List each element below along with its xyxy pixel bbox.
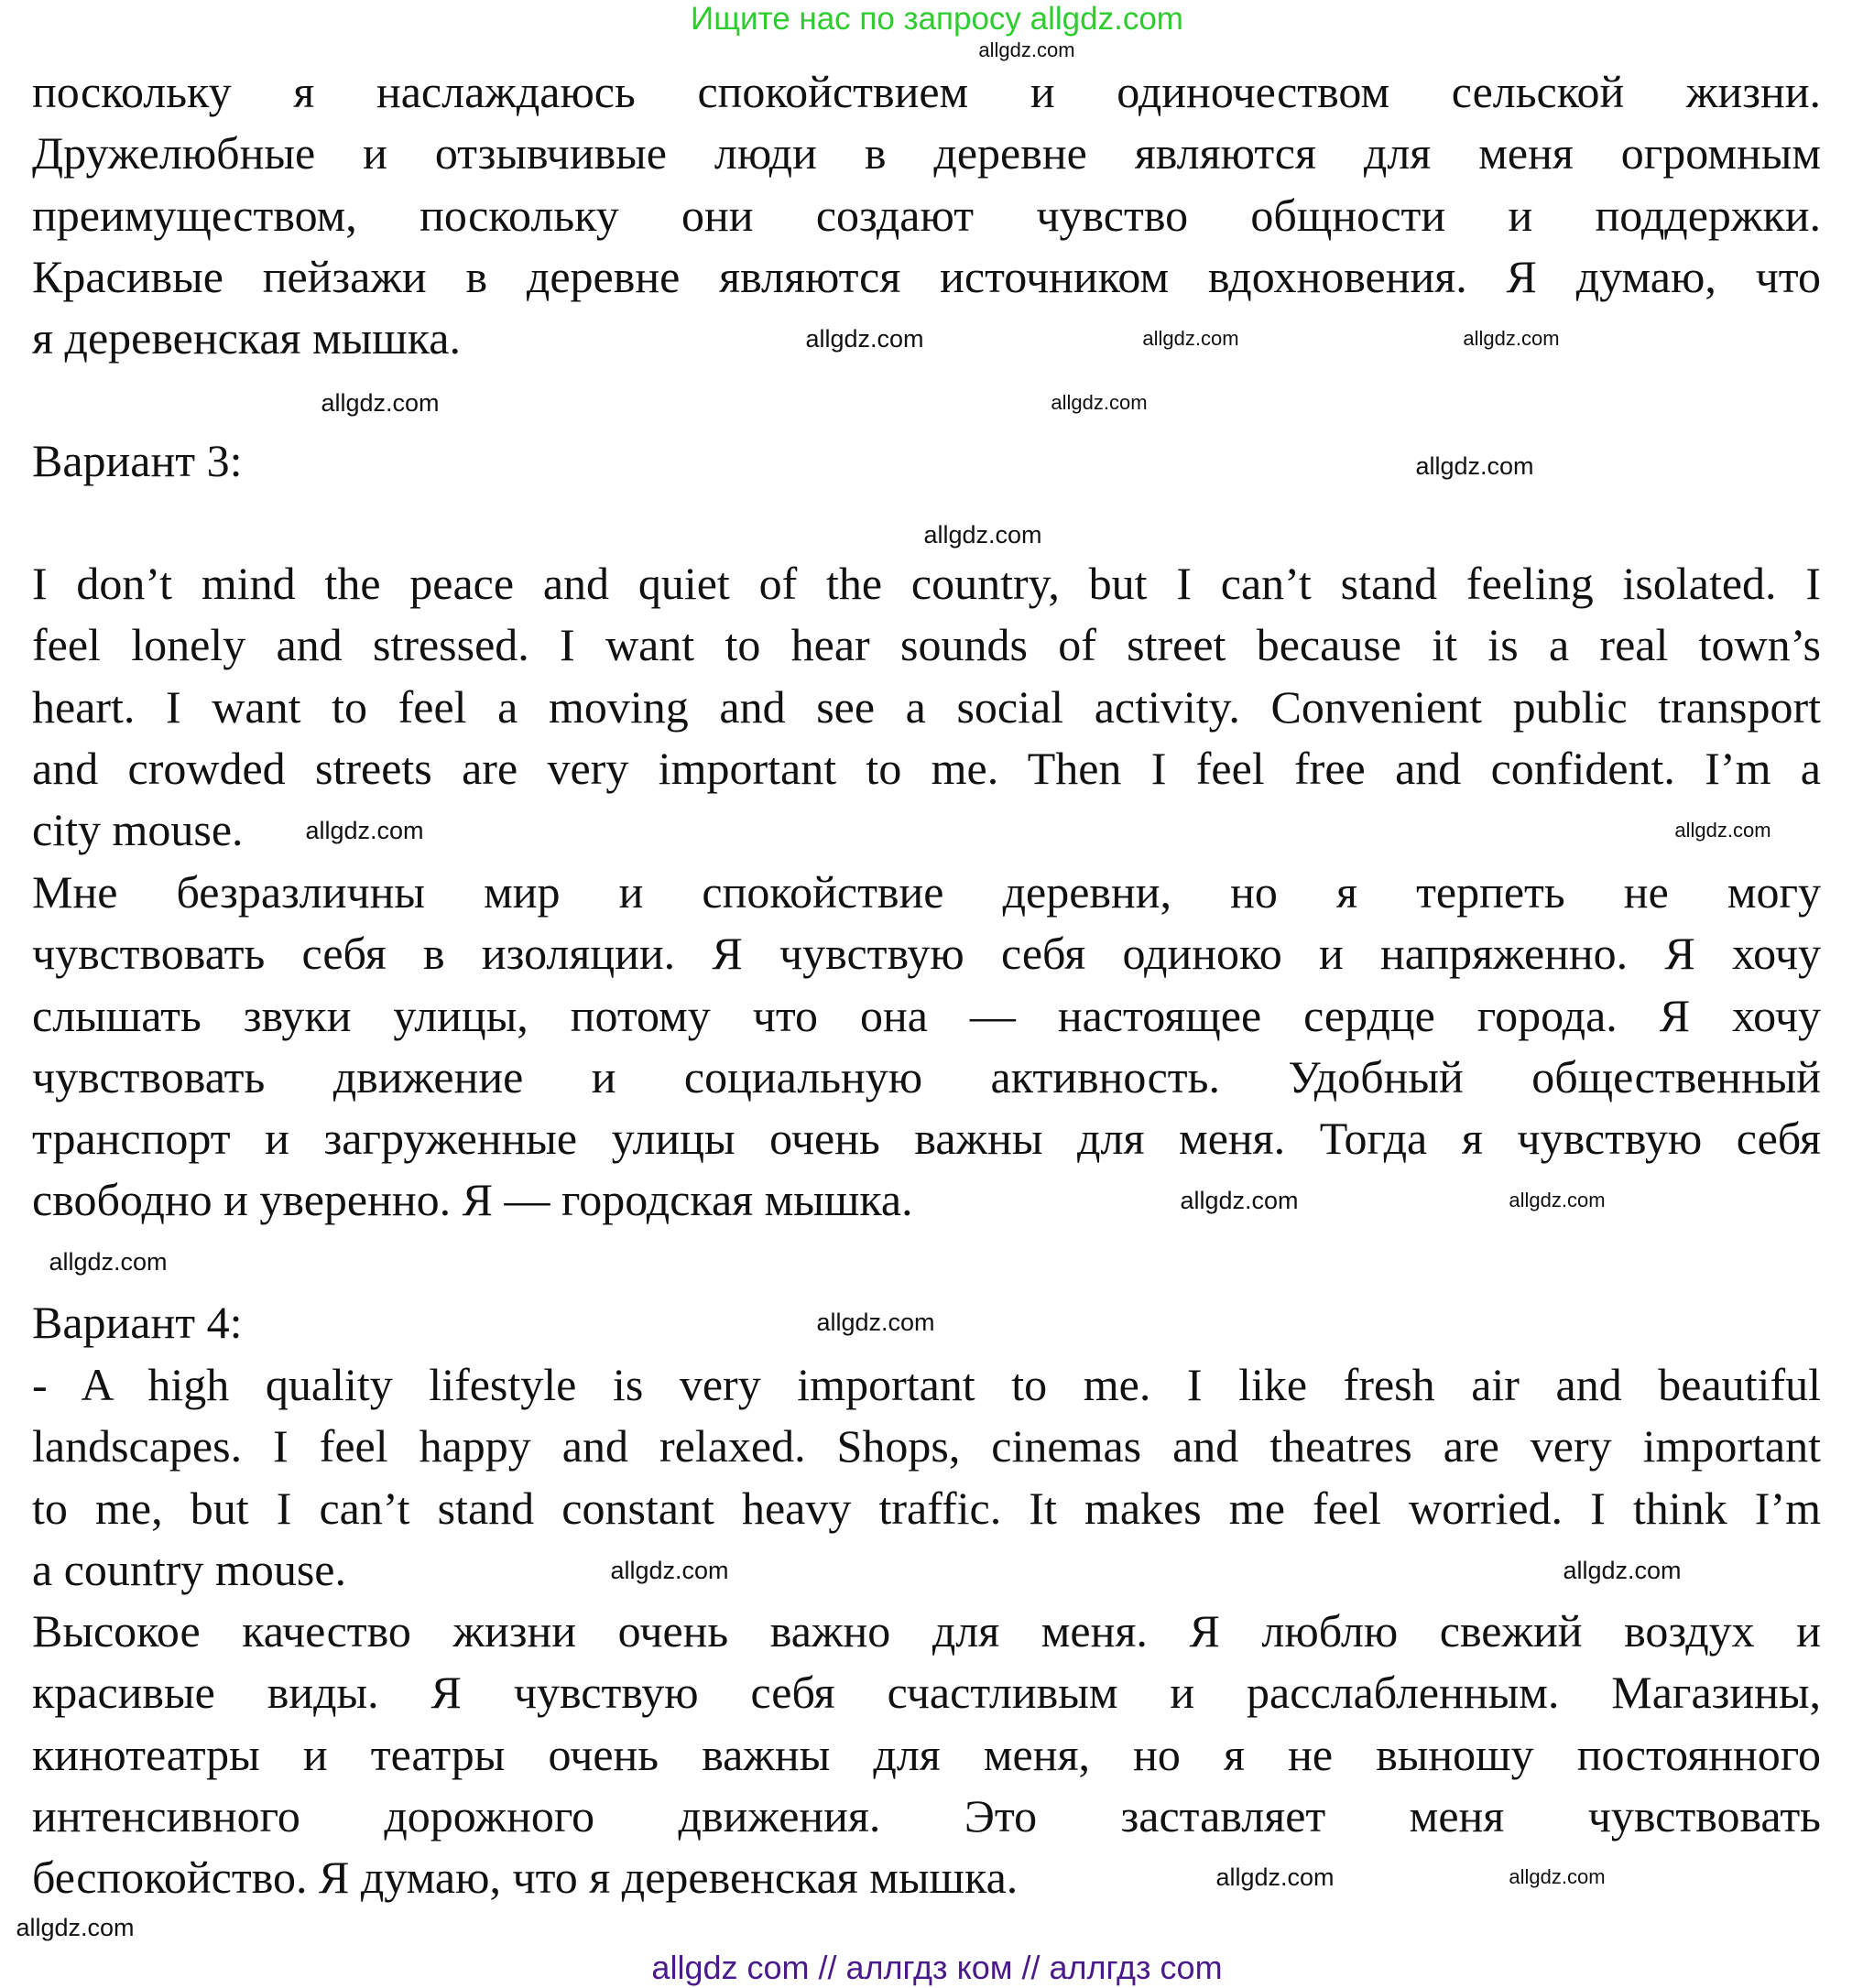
watermark: allgdz.com [1215,1863,1335,1891]
text-line: heart. I want to feel a moving and see a social activity. Convenient public transport [32,680,1821,733]
text-line: свободно и уверенно. Я — городская мышка. [32,1174,913,1226]
watermark: allgdz.com [610,1557,729,1584]
text-line: преимуществом, поскольку они создают чувство общности и поддержки. [32,189,1821,241]
search-banner: Ищите нас по запросу allgdz.com [691,1,1183,37]
watermark: allgdz.com [1415,452,1534,480]
text-line: to me, but I can’t stand constant heavy traffic. It makes me feel worried. I think I’m [32,1482,1821,1534]
heading-variant-4: Вариант 4: [32,1297,243,1348]
text-line: and crowded streets are very important to me. Then I feel free and confident. I’m a [32,742,1821,794]
text-line: транспорт и загруженные улицы очень важны для меня. Тогда я чувствую себя [32,1113,1821,1165]
paragraph-en-variant3 [32,553,1821,861]
text-line: чувствовать себя в изоляции. Я чувствую себя одиноко и напряженно. Я хочу [32,928,1821,980]
text-line: landscapes. I feel happy and relaxed. Shops, cinemas and theatres are very important [32,1420,1821,1472]
watermark: allgdz.com [321,389,440,417]
watermark: allgdz.com [923,521,1042,549]
text-line: Высокое качество жизни очень важно для меня. Я люблю свежий воздух и [32,1605,1821,1657]
text-line: слышать звуки улицы, потому что она — настоящее сердце города. Я хочу [32,989,1821,1041]
text-line: I don’t mind the peace and quiet of the country, but I can’t stand feeling isolated. I [32,558,1821,609]
watermark: allgdz.com [1463,327,1560,350]
text-line: чувствовать движение и социальную активность. Удобный общественный [32,1050,1821,1103]
watermark: allgdz.com [1142,327,1239,350]
watermark: allgdz.com [1509,1189,1606,1211]
paragraph-en-variant4 [32,1354,1821,1601]
paragraph-ru-variant3 [32,862,1821,1232]
watermark: allgdz.com [305,817,424,844]
paragraph-ru-variant4 [32,1601,1821,1908]
text-line: city mouse. [32,804,244,856]
watermark: allgdz.com [805,325,924,353]
text-line: кинотеатры и театры очень важны для меня, но я не выношу постоянного [32,1728,1821,1780]
text-line: беспокойство. Я думаю, что я деревенская мышка. [32,1852,1019,1904]
text-line: поскольку я наслаждаюсь спокойствием и одиночеством сельской жизни. [32,66,1821,117]
watermark: allgdz.com [16,1914,135,1941]
text-line: Дружелюбные и отзывчивые люди в деревне являются для меня огромным [32,127,1821,179]
watermark: allgdz.com [1674,819,1771,842]
watermark: allgdz.com [1509,1865,1606,1888]
text-line: a country mouse. [32,1543,346,1595]
paragraph-ru-variant2-end [32,61,1821,369]
heading-variant-3: Вариант 3: [32,435,243,486]
footer-links: allgdz com // аллгдз ком // аллгдз com [651,1949,1223,1986]
text-line: feel lonely and stressed. I want to hear sounds of street because it is a real town’s [32,619,1821,671]
text-line: Красивые пейзажи в деревне являются источником вдохновения. Я думаю, что [32,250,1821,302]
watermark: allgdz.com [1563,1557,1682,1584]
text-line: я деревенская мышка. [32,312,461,364]
text-line: интенсивного дорожного движения. Это заставляет меня чувствовать [32,1789,1821,1841]
text-line: - A high quality lifestyle is very important to me. I like fresh air and beautiful [32,1359,1821,1410]
watermark: allgdz.com [1180,1187,1299,1214]
watermark: allgdz.com [978,38,1075,61]
watermark: allgdz.com [49,1248,168,1276]
text-line: красивые виды. Я чувствую себя счастливым и расслабленным. Магазины, [32,1667,1821,1719]
watermark: allgdz.com [816,1309,935,1336]
text-line: Мне безразличны мир и спокойствие деревни, но я терпеть не могу [32,866,1821,918]
watermark: allgdz.com [1051,391,1148,414]
